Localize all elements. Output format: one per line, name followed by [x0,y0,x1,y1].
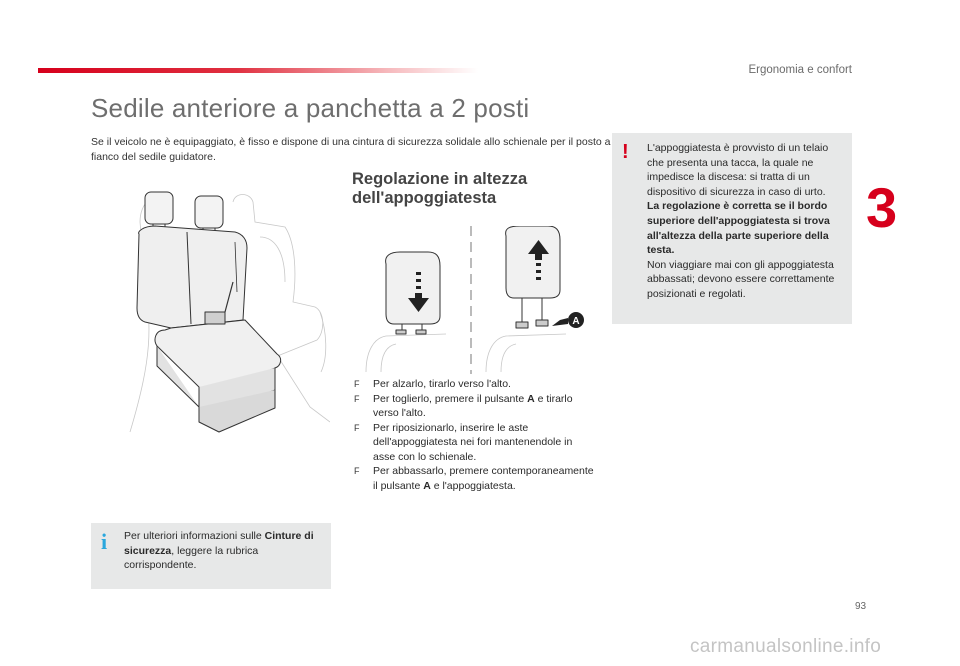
info-text: Per ulteriori informazioni sulle Cinture di sicurezza, leggere la rubrica corrispondente. [124,530,314,572]
header-accent-bar [38,68,478,73]
watermark: carmanualsonline.info [690,636,882,657]
headrest-steps-list [352,377,597,493]
warning-icon: ! [622,141,629,163]
info-icon: i [101,529,108,554]
page-number: 93 [855,601,867,612]
intro-paragraph: Se il veicolo ne è equipaggiato, è fisso e dispone di una cintura di sicurezza solidale allo schienale per il posto a fianco del sedile guidatore. [91,136,611,163]
warning-box [612,133,852,324]
step-item: F Per alzarlo, tirarlo verso l'alto. [354,378,511,390]
info-box [91,523,331,589]
step-item: F Per toglierlo, premere il pulsante A e tirarlo verso l'alto. [354,392,573,419]
step-bullet: F [354,422,360,433]
step-item: F Per riposizionarlo, inserire le aste dell'appoggiatesta nei fori mantenendole in asse con lo schienale. [354,421,573,463]
page-title: Sedile anteriore a panchetta a 2 posti [91,93,530,123]
callout-a-label: A [572,316,580,327]
step-bullet: F [354,379,360,389]
headrest-adjustment-illustration [356,226,596,374]
step-bullet: F [354,393,360,404]
chapter-number: 3 [866,176,898,239]
section-name: Ergonomia e confort [748,64,852,76]
warning-text: L'appoggiatesta è provvisto di un telaio che presenta una tacca, la quale ne impedisce la discesa: si tratta di un dispositivo di sicurezza in caso di urto. La regolazione è corretta se il bordo superiore dell'appoggiatesta si trova all'altezza della parte superiore della testa. Non viaggiare mai con gli appoggiatesta abbassati; devono essere correttamente posizionati e regolati. [647,142,835,300]
headrest-heading: Regolazione in altezza dell'appoggiatesta [352,170,528,207]
step-item: F Per abbassarlo, premere contemporaneamente il pulsante A e l'appoggiatesta. [354,465,594,492]
step-bullet: F [354,466,360,476]
bench-seat-illustration [125,182,330,440]
